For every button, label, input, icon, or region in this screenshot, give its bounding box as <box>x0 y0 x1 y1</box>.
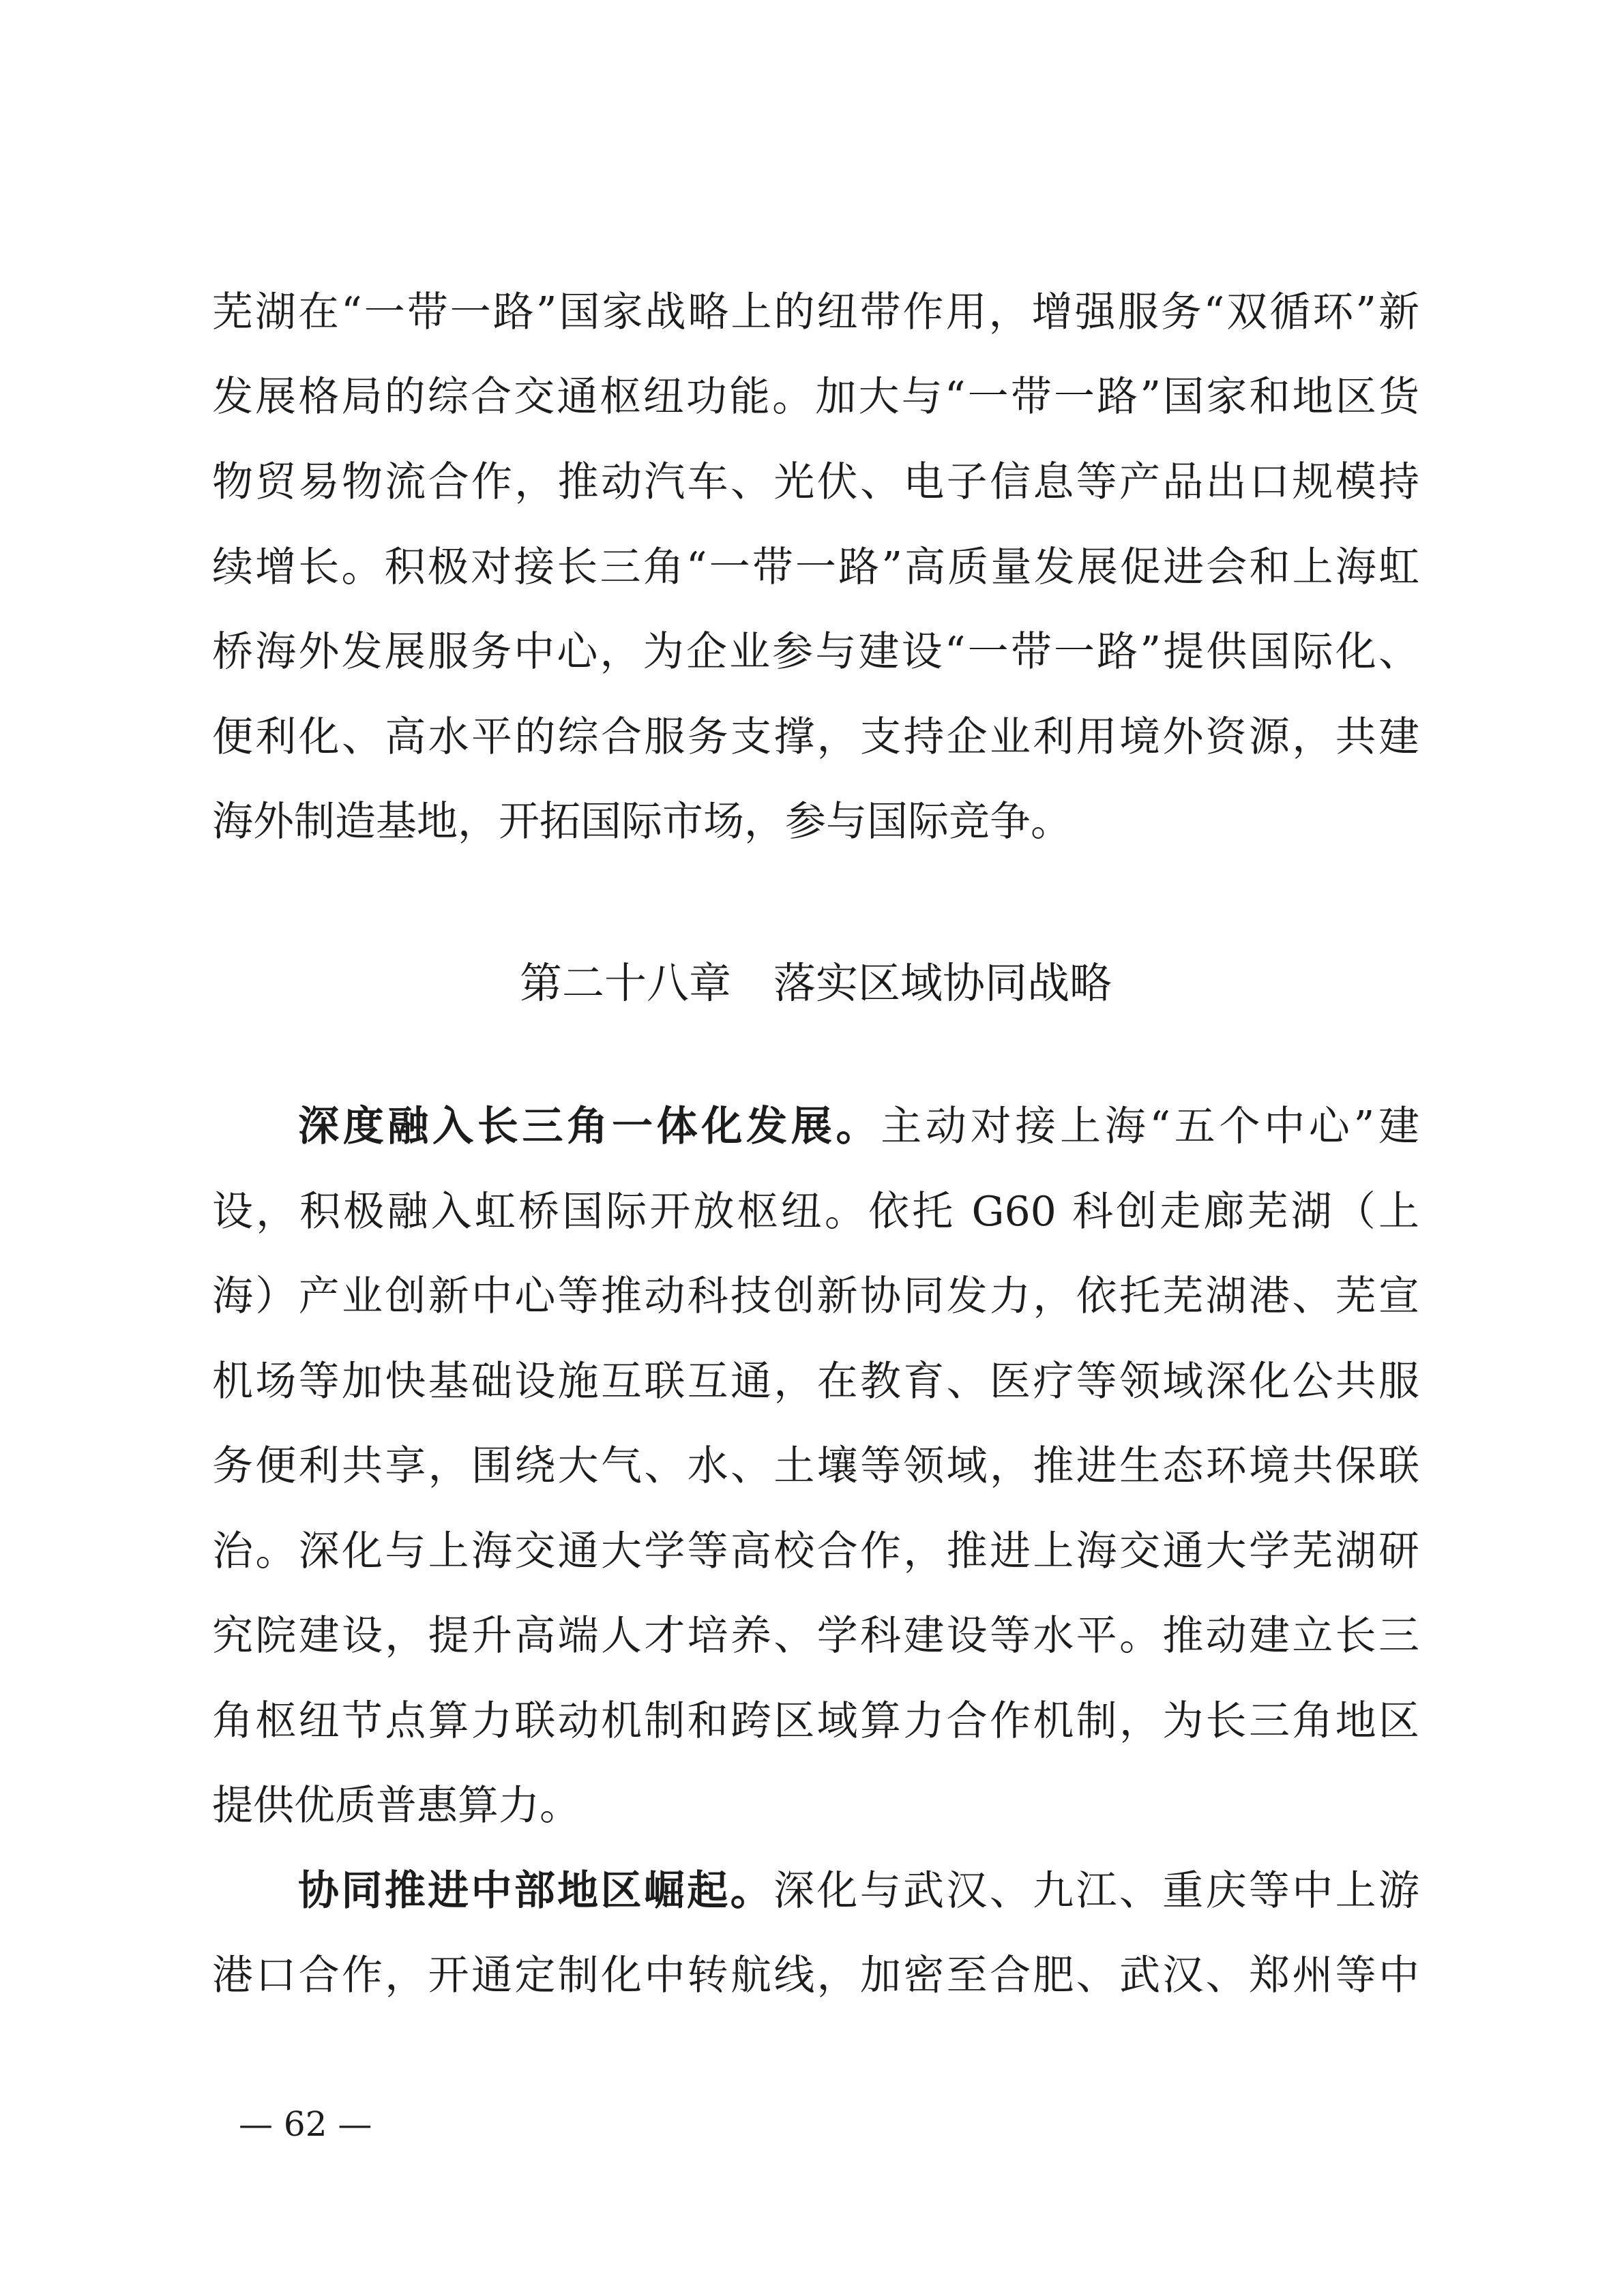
paragraph-line: 桥海外发展服务中心，为企业参与建设“一带一路”提供国际化、 <box>212 628 1419 676</box>
paragraph-line: 提供优质普惠算力。 <box>212 1782 580 1830</box>
section-lead-heading: 协同推进中部地区崛起。 <box>298 1867 773 1915</box>
paragraph-line: 芜湖在“一带一路”国家战略上的纽带作用，增强服务“双循环”新 <box>212 288 1419 336</box>
paragraph-line: 角枢纽节点算力联动机制和跨区域算力合作机制，为长三角地区 <box>212 1697 1419 1745</box>
paragraph-line: 续增长。积极对接长三角“一带一路”高质量发展促进会和上海虹 <box>212 543 1419 591</box>
page-number: — 62 — <box>239 2104 372 2144</box>
paragraph-first-line <box>298 1857 1419 1925</box>
paragraph-text: 主动对接上海“五个中心”建 <box>881 1103 1419 1150</box>
paragraph-line: 物贸易物流合作，推动汽车、光伏、电子信息等产品出口规模持 <box>212 458 1419 506</box>
paragraph-line: 机场等加快基础设施互联互通，在教育、医疗等领域深化公共服 <box>212 1358 1419 1405</box>
chapter-title: 第二十八章 落实区域协同战略 <box>519 958 1112 1008</box>
paragraph-line: 发展格局的综合交通枢纽功能。加大与“一带一路”国家和地区货 <box>212 373 1419 421</box>
paragraph-first-line <box>298 1092 1419 1161</box>
section-lead-heading: 深度融入长三角一体化发展。 <box>298 1103 881 1150</box>
paragraph-line: 海）产业创新中心等推动科技创新协同发力，依托芜湖港、芜宣 <box>212 1272 1419 1320</box>
paragraph-line: 海外制造基地，开拓国际市场，参与国际竞争。 <box>212 798 1072 846</box>
paragraph-line: 港口合作，开通定制化中转航线，加密至合肥、武汉、郑州等中 <box>212 1952 1419 1999</box>
paragraph-line: 便利化、高水平的综合服务支撑，支持企业利用境外资源，共建 <box>212 713 1419 761</box>
paragraph-line: 治。深化与上海交通大学等高校合作，推进上海交通大学芜湖研 <box>212 1527 1419 1575</box>
paragraph-text: 深化与武汉、九江、重庆等中上游 <box>773 1867 1419 1915</box>
paragraph-line: 究院建设，提升高端人才培养、学科建设等水平。推动建立长三 <box>212 1612 1419 1660</box>
paragraph-line: 务便利共享，围绕大气、水、土壤等领域，推进生态环境共保联 <box>212 1442 1419 1490</box>
paragraph-line: 设，积极融入虹桥国际开放枢纽。依托 G60 科创走廊芜湖（上 <box>212 1188 1419 1236</box>
